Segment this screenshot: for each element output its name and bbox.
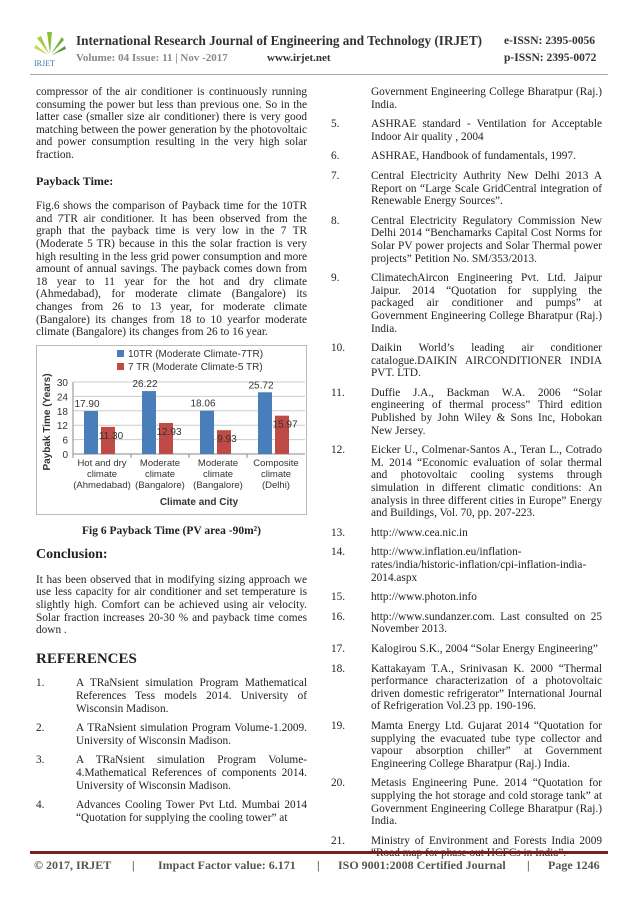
footer-divider	[30, 851, 608, 854]
reference-text: A TRaNsient simulation Program Volume-1.2009. University of Wisconsin Madison.	[76, 722, 307, 747]
reference-number: 16.	[331, 610, 346, 623]
payback-chart	[36, 345, 307, 515]
x-tick-label-line: (Bangalore)	[193, 479, 243, 491]
reference-item	[331, 387, 602, 437]
reference-item	[331, 546, 602, 584]
x-tick-label	[135, 458, 185, 491]
x-tick-label-line: Moderate	[139, 457, 181, 469]
data-label: 25.72	[248, 379, 274, 391]
x-tick-label	[73, 458, 131, 491]
data-label: 12.93	[156, 426, 182, 438]
footer-page-number: Page 1246	[548, 858, 600, 872]
bar-10tr	[84, 411, 98, 454]
figure-caption: Fig 6 Payback Time (PV area -90m²)	[82, 524, 261, 537]
reference-text: A TRaNsient simulation Program Volume-4.Mathematical References of components 2014. University of Wisconsin Madison.	[76, 754, 307, 792]
reference-text: Kattakayam T.A., Srinivasan K. 2000 “Thermal performance characterization of a photovoltaic driven domestic refrigerator” International Journal of Refrigeration Vol.23 pp. 190-196.	[371, 662, 602, 713]
reference-number: 4.	[36, 799, 45, 812]
references-list-left	[36, 677, 307, 824]
reference-number: 7.	[331, 169, 340, 182]
reference-number: 11.	[331, 386, 345, 399]
header-divider	[30, 74, 608, 75]
data-label: 18.06	[190, 398, 216, 410]
reference-item	[331, 170, 602, 208]
reference-item	[331, 272, 602, 335]
reference-item	[331, 611, 602, 636]
reference-text: Ministry of Environment and Forests India 2009	[371, 834, 602, 847]
x-tick-label	[193, 458, 243, 491]
x-tick-label	[253, 458, 298, 491]
legend-label: 10TR (Moderate Climate-7TR)	[128, 348, 264, 360]
reference-text: Daikin World’s leading air conditioner catalogue.DAIKIN AIRCONDITIONER INDIA PVT. LTD.	[371, 342, 602, 380]
svg-text:IRJET: IRJET	[34, 59, 55, 68]
reference-number: 17.	[331, 642, 346, 655]
reference-number: 18.	[331, 662, 346, 675]
x-axis-title: Climate and City	[159, 496, 239, 508]
reference-item	[331, 591, 602, 604]
reference-text: http://www.inflation.eu/inflation-rates/india/historic-inflation/cpi-inflation-india-2014.aspx	[371, 546, 587, 584]
irjet-logo	[33, 28, 67, 68]
reference-number: 3.	[36, 754, 45, 767]
footer-iso: ISO 9001:2008 Certified Journal	[338, 858, 506, 872]
data-label: 17.90	[74, 398, 100, 410]
p-issn: p-ISSN: 2395-0072	[504, 52, 597, 64]
reference-number: 21.	[331, 834, 346, 847]
x-tick-label-line: (Delhi)	[262, 479, 290, 491]
reference-text: ASHRAE standard - Ventilation for Acceptable Indoor Air quality , 2004	[371, 118, 602, 143]
footer-separator: |	[317, 858, 320, 872]
reference-item	[331, 663, 602, 713]
reference-number: 19.	[331, 719, 346, 732]
reference-text: Government Engineering College Bharatpur (Raj.) India.	[371, 86, 602, 111]
reference-number: 13.	[331, 526, 346, 539]
reference-number: 12.	[331, 444, 346, 457]
payback-heading: Payback Time:	[36, 173, 114, 188]
reference-number: 9.	[331, 272, 340, 285]
x-tick-label-line: Hot and dry	[77, 457, 127, 469]
reference-text: Kalogirou S.K., 2004 “Solar Energy Engineering”	[371, 642, 598, 655]
reference-item	[331, 777, 602, 827]
reference-item	[331, 444, 602, 520]
reference-text: Central Electricity Regulatory Commission New Delhi 2014 “Benchamarks Capital Cost Norms for Solar PV power projects and Solar Thermal power projects” Petition No. SM/353/2013.	[371, 214, 602, 265]
reference-text: http://www.cea.nic.in	[371, 526, 468, 539]
reference-item	[331, 643, 602, 656]
data-label: 9.93	[217, 433, 237, 445]
reference-item	[331, 720, 602, 770]
footer-separator: |	[527, 858, 530, 872]
reference-item	[331, 150, 602, 163]
bar-10tr	[200, 410, 214, 453]
bar-10tr	[142, 391, 156, 454]
y-tick-label: 6	[62, 435, 68, 447]
legend-label: 7 TR (Moderate Climate-5 TR)	[128, 361, 263, 373]
data-label: 15.97	[272, 419, 298, 431]
right-column	[331, 86, 602, 867]
volume-info: Volume: 04 Issue: 11 | Nov -2017	[76, 52, 228, 64]
references-list-right	[331, 86, 602, 860]
reference-number: 1.	[36, 677, 45, 690]
reference-number: 14.	[331, 546, 346, 559]
payback-chart-svg	[37, 346, 306, 514]
reference-text: Central Electricity Authrity New Delhi 2013 A Report on “Large Scale GridCentral integration of Renewable Energy Sources”.	[371, 169, 602, 208]
x-tick-label-line: Moderate	[197, 457, 239, 469]
journal-title: International Research Journal of Engineering and Technology (IRJET)	[76, 33, 483, 48]
x-tick-label-line: (Ahmedabad)	[73, 479, 131, 491]
conclusion-heading: Conclusion:	[36, 547, 108, 563]
reference-number: 2.	[36, 722, 45, 735]
reference-item	[36, 722, 307, 747]
y-tick-label: 30	[56, 377, 68, 389]
x-tick-label-line: climate	[144, 468, 176, 480]
data-label: 11.30	[98, 430, 124, 442]
reference-item	[331, 86, 602, 111]
y-tick-label: 12	[56, 420, 68, 432]
x-tick-label-line: climate	[202, 468, 234, 480]
reference-item	[331, 835, 602, 860]
y-tick-label: 0	[62, 449, 68, 461]
reference-item	[331, 527, 602, 540]
x-tick-label-line: Composite	[253, 457, 299, 469]
reference-text: Eicker U., Colmenar-Santos A., Teran L., Cotrado M. 2014 “Economic evaluation of solar thermal and photovoltaic cooling systems through simulation in different climatic conditions: An analysis in three different cities in Europe” Energy and Buildings, Vol. 70, pp. 207-223.	[371, 444, 602, 520]
payback-paragraph: Fig.6 shows the comparison of Payback time for the 10TR and 7TR air conditioner. It has been observed from the graph that the payback time is very low in the 7 TR (Moderate 5 TR) because in this the solar fraction is very high resulting in the less grid power consumption and more amount of annual savings. The payback comes down from 18 year to 11 year for the hot and dry climate (Ahmedabad), for moderate climate (Bangalore) its changes from 26 to 13 year, for moderate climate (Bangalore) its changes from 18 to 10 yearfor moderate climate (Bangalore) its changes from 26 to 16 year.	[36, 200, 307, 339]
left-column	[36, 86, 307, 831]
reference-number: 20.	[331, 777, 346, 790]
reference-item	[36, 754, 307, 792]
y-axis-title: Paybak Time (Years)	[42, 373, 53, 471]
reference-number	[331, 86, 371, 111]
reference-text: Metasis Engineering Pune. 2014 “Quotation for supplying the hot storage and cold storage tank” at Government Engineering College Bharatpur (Raj.) India.	[371, 777, 602, 828]
y-tick-label: 18	[56, 406, 68, 418]
reference-item	[36, 799, 307, 824]
x-tick-label-line: climate	[260, 468, 292, 480]
conclusion-paragraph: It has been observed that in modifying sizing approach we use less capacity for air conditioner and set temperature is slightly high. Comfort can be achieved using air velocity. Solar fraction increases 20-30 % and payback time comes down .	[36, 573, 307, 637]
y-tick-label: 24	[56, 392, 68, 404]
reference-number: 10.	[331, 342, 346, 355]
x-tick-label-line: climate	[86, 468, 118, 480]
reference-text: ASHRAE, Handbook of fundamentals, 1997.	[371, 150, 576, 163]
website-link[interactable]: www.irjet.net	[267, 52, 331, 64]
reference-text: Advances Cooling Tower Pvt Ltd. Mumbai 2014 “Quotation for supplying the cooling tower” at	[76, 799, 307, 824]
reference-text: ClimatechAircon Engineering Pvt. Ltd. Jaipur Jaipur. 2014 “Quotation for supplying the packaged air conditioner and pumps” at Government Engineering College Bharatpur (Raj.) India.	[371, 272, 602, 335]
reference-number: 6.	[331, 150, 340, 163]
reference-item	[331, 342, 602, 380]
reference-number: 5.	[331, 118, 340, 131]
reference-item	[331, 215, 602, 265]
reference-item	[331, 118, 602, 143]
legend-swatch	[117, 363, 124, 370]
references-heading: REFERENCES	[36, 650, 137, 667]
e-issn: e-ISSN: 2395-0056	[504, 35, 596, 47]
reference-text: http://www.sundanzer.com. Last consulted on 25 November 2013.	[371, 610, 602, 636]
reference-item	[36, 677, 307, 715]
intro-paragraph: compressor of the air conditioner is continuously running consuming the power but less than previous one. So in the latter case (smaller size air conditioner) there is very good matching between the power generation by the photovoltaic and power consumption resulting in the very high solar fraction.	[36, 86, 307, 161]
reference-text: A TRaNsient simulation Program Mathematical References Tess models 2014. University of Wisconsin Madison.	[76, 677, 307, 715]
reference-number: 8.	[331, 214, 340, 227]
reference-text: Duffie J.A., Backman W.A. 2006 “Solar engineering of thermal process” Third edition Published by John Wiley & Sons Inc, Hobokan New Jersey.	[371, 386, 602, 437]
footer-copyright: © 2017, IRJET	[34, 858, 112, 872]
reference-text: Mamta Energy Ltd. Gujarat 2014 “Quotation for supplying the evacuated tube type collector and vapour absorption chiller” at Government Engineering College Bharatpur (Raj.) India.	[371, 719, 602, 770]
footer-separator: |	[132, 858, 135, 872]
bar-10tr	[258, 392, 272, 454]
data-label: 26.22	[132, 378, 158, 390]
legend-swatch	[117, 350, 124, 357]
reference-number: 15.	[331, 591, 346, 604]
x-tick-label-line: (Bangalore)	[135, 479, 185, 491]
reference-text: http://www.photon.info	[371, 591, 477, 604]
footer-impact-factor: Impact Factor value: 6.171	[158, 858, 296, 872]
